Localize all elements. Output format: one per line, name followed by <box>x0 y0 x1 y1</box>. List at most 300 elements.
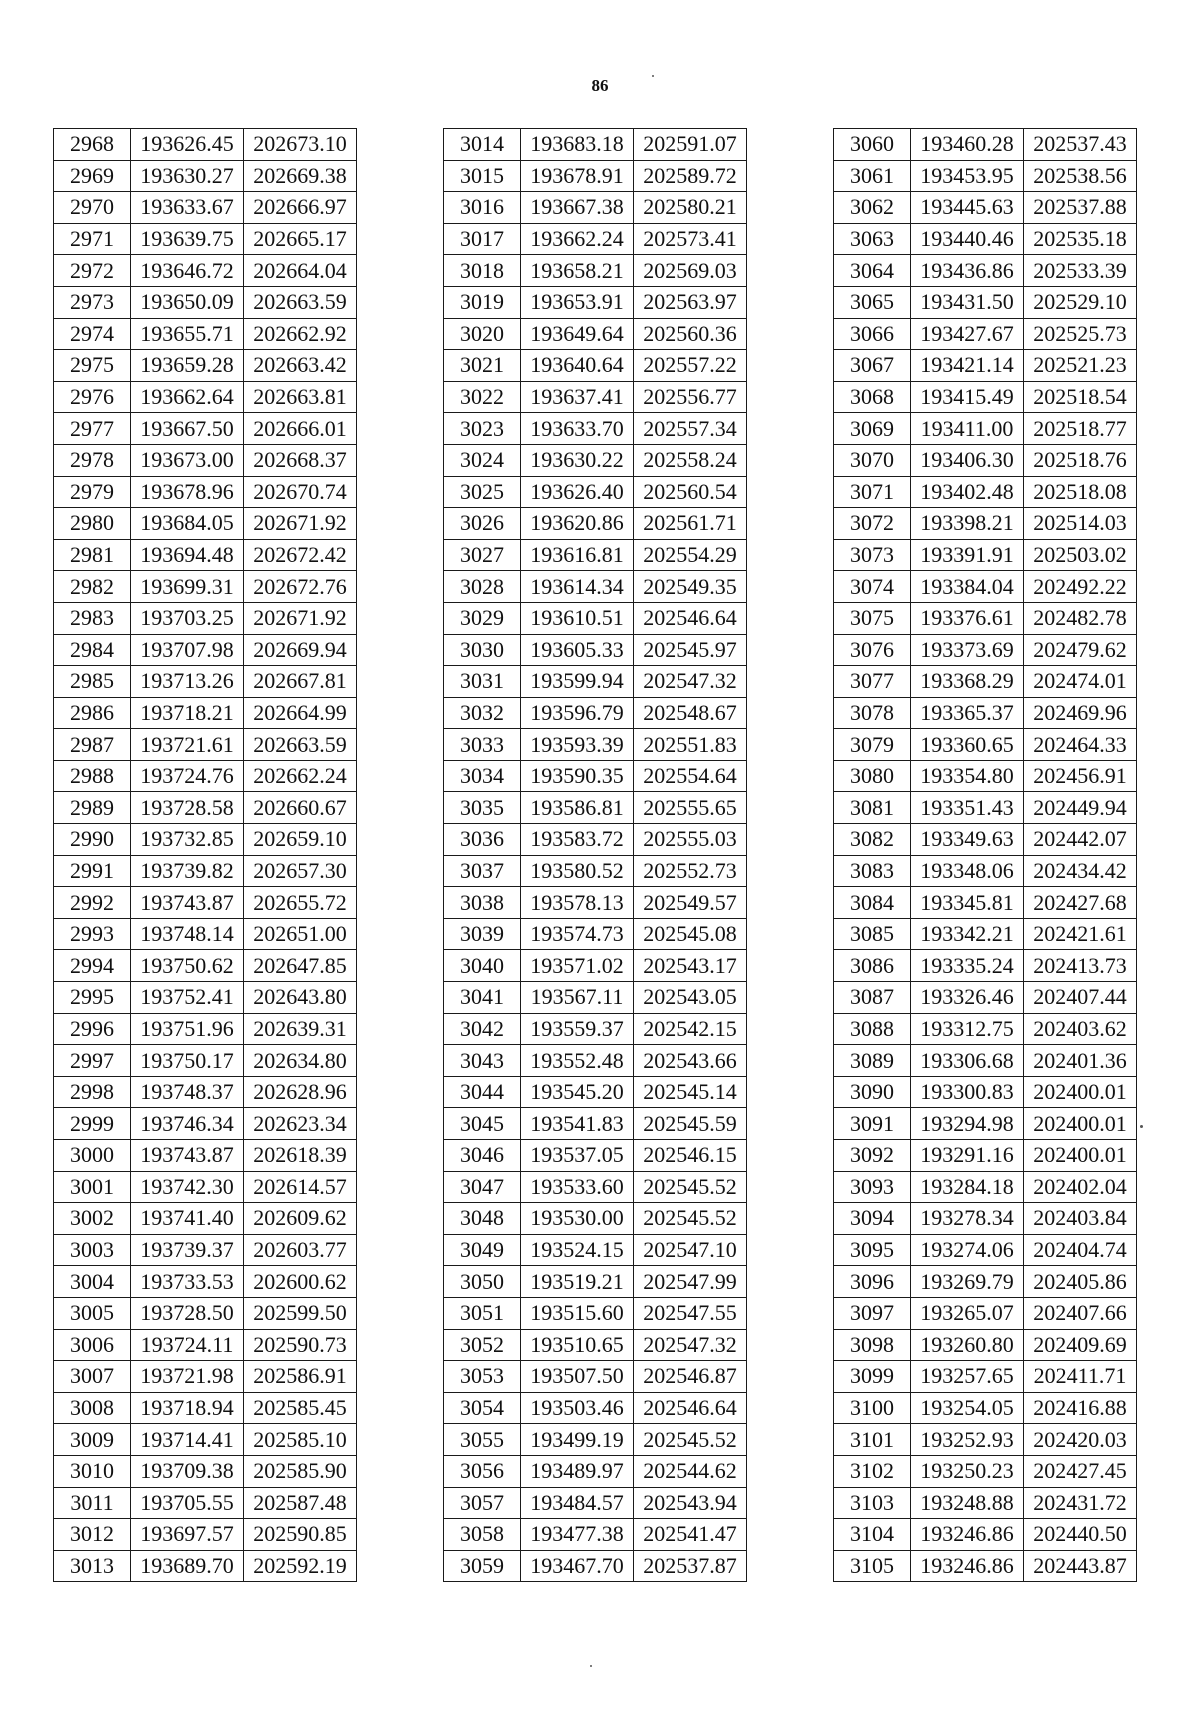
table-row <box>54 1361 357 1393</box>
y-coordinate-cell: 202659.10 <box>244 824 357 856</box>
point-number-cell: 3068 <box>834 381 911 413</box>
x-coordinate-cell: 193724.76 <box>131 760 244 792</box>
point-number-cell: 2976 <box>54 381 131 413</box>
point-number-cell: 3073 <box>834 539 911 571</box>
x-coordinate-cell: 193312.75 <box>911 1013 1024 1045</box>
table-row <box>54 1424 357 1456</box>
point-number-cell: 3056 <box>444 1455 521 1487</box>
point-number-cell: 2997 <box>54 1045 131 1077</box>
point-number-cell: 3002 <box>54 1203 131 1235</box>
y-coordinate-cell: 202555.03 <box>634 824 747 856</box>
x-coordinate-cell: 193748.14 <box>131 918 244 950</box>
x-coordinate-cell: 193503.46 <box>521 1392 634 1424</box>
table-row <box>54 1519 357 1551</box>
point-number-cell: 3081 <box>834 792 911 824</box>
table-row <box>54 1487 357 1519</box>
point-number-cell: 3078 <box>834 697 911 729</box>
x-coordinate-cell: 193580.52 <box>521 855 634 887</box>
table-row <box>54 1203 357 1235</box>
coordinate-table-1 <box>53 128 357 1582</box>
y-coordinate-cell: 202400.01 <box>1024 1076 1137 1108</box>
y-coordinate-cell: 202547.10 <box>634 1234 747 1266</box>
x-coordinate-cell: 193724.11 <box>131 1329 244 1361</box>
y-coordinate-cell: 202434.42 <box>1024 855 1137 887</box>
table-row <box>834 1487 1137 1519</box>
x-coordinate-cell: 193427.67 <box>911 318 1024 350</box>
y-coordinate-cell: 202603.77 <box>244 1234 357 1266</box>
y-coordinate-cell: 202557.22 <box>634 350 747 382</box>
table-row <box>54 792 357 824</box>
point-number-cell: 3051 <box>444 1297 521 1329</box>
table-row <box>834 1329 1137 1361</box>
table-row <box>834 1045 1137 1077</box>
x-coordinate-cell: 193445.63 <box>911 192 1024 224</box>
y-coordinate-cell: 202409.69 <box>1024 1329 1137 1361</box>
point-number-cell: 3034 <box>444 760 521 792</box>
point-number-cell: 3001 <box>54 1171 131 1203</box>
table-row <box>444 1297 747 1329</box>
point-number-cell: 3029 <box>444 602 521 634</box>
table-row <box>834 1013 1137 1045</box>
point-number-cell: 2978 <box>54 444 131 476</box>
x-coordinate-cell: 193741.40 <box>131 1203 244 1235</box>
point-number-cell: 2996 <box>54 1013 131 1045</box>
y-coordinate-cell: 202551.83 <box>634 729 747 761</box>
x-coordinate-cell: 193742.30 <box>131 1171 244 1203</box>
table-row <box>834 476 1137 508</box>
table-row <box>444 982 747 1014</box>
point-number-cell: 3077 <box>834 666 911 698</box>
point-number-cell: 2986 <box>54 697 131 729</box>
table-row <box>834 192 1137 224</box>
table-row <box>54 602 357 634</box>
point-number-cell: 3035 <box>444 792 521 824</box>
x-coordinate-cell: 193733.53 <box>131 1266 244 1298</box>
x-coordinate-cell: 193739.82 <box>131 855 244 887</box>
x-coordinate-cell: 193360.65 <box>911 729 1024 761</box>
y-coordinate-cell: 202544.62 <box>634 1455 747 1487</box>
y-coordinate-cell: 202609.62 <box>244 1203 357 1235</box>
y-coordinate-cell: 202492.22 <box>1024 571 1137 603</box>
point-number-cell: 3040 <box>444 950 521 982</box>
y-coordinate-cell: 202431.72 <box>1024 1487 1137 1519</box>
x-coordinate-cell: 193599.94 <box>521 666 634 698</box>
y-coordinate-cell: 202599.50 <box>244 1297 357 1329</box>
x-coordinate-cell: 193467.70 <box>521 1550 634 1582</box>
y-coordinate-cell: 202545.59 <box>634 1108 747 1140</box>
y-coordinate-cell: 202651.00 <box>244 918 357 950</box>
table-row <box>444 602 747 634</box>
point-number-cell: 3058 <box>444 1519 521 1551</box>
x-coordinate-cell: 193709.38 <box>131 1455 244 1487</box>
x-coordinate-cell: 193593.39 <box>521 729 634 761</box>
point-number-cell: 3084 <box>834 887 911 919</box>
table-row <box>834 255 1137 287</box>
x-coordinate-cell: 193349.63 <box>911 824 1024 856</box>
y-coordinate-cell: 202518.08 <box>1024 476 1137 508</box>
table-row <box>54 192 357 224</box>
table-row <box>444 381 747 413</box>
table-row <box>834 918 1137 950</box>
x-coordinate-cell: 193743.87 <box>131 1140 244 1172</box>
scan-speck <box>1140 1125 1143 1128</box>
table-row <box>54 286 357 318</box>
x-coordinate-cell: 193248.88 <box>911 1487 1024 1519</box>
x-coordinate-cell: 193354.80 <box>911 760 1024 792</box>
x-coordinate-cell: 193436.86 <box>911 255 1024 287</box>
table-row <box>834 381 1137 413</box>
point-number-cell: 3067 <box>834 350 911 382</box>
x-coordinate-cell: 193578.13 <box>521 887 634 919</box>
table-row <box>54 760 357 792</box>
table-row <box>54 1013 357 1045</box>
table-row <box>834 1550 1137 1582</box>
y-coordinate-cell: 202546.64 <box>634 1392 747 1424</box>
y-coordinate-cell: 202563.97 <box>634 286 747 318</box>
y-coordinate-cell: 202623.34 <box>244 1108 357 1140</box>
y-coordinate-cell: 202666.97 <box>244 192 357 224</box>
x-coordinate-cell: 193368.29 <box>911 666 1024 698</box>
y-coordinate-cell: 202535.18 <box>1024 223 1137 255</box>
point-number-cell: 3065 <box>834 286 911 318</box>
point-number-cell: 2991 <box>54 855 131 887</box>
point-number-cell: 2990 <box>54 824 131 856</box>
table-row <box>54 318 357 350</box>
y-coordinate-cell: 202663.59 <box>244 729 357 761</box>
point-number-cell: 3100 <box>834 1392 911 1424</box>
x-coordinate-cell: 193571.02 <box>521 950 634 982</box>
table-row <box>54 413 357 445</box>
x-coordinate-cell: 193667.38 <box>521 192 634 224</box>
x-coordinate-cell: 193694.48 <box>131 539 244 571</box>
point-number-cell: 3074 <box>834 571 911 603</box>
x-coordinate-cell: 193306.68 <box>911 1045 1024 1077</box>
table-row <box>444 1424 747 1456</box>
table-row <box>834 1108 1137 1140</box>
table-row <box>54 508 357 540</box>
y-coordinate-cell: 202482.78 <box>1024 602 1137 634</box>
x-coordinate-cell: 193739.37 <box>131 1234 244 1266</box>
y-coordinate-cell: 202556.77 <box>634 381 747 413</box>
y-coordinate-cell: 202549.35 <box>634 571 747 603</box>
point-number-cell: 3003 <box>54 1234 131 1266</box>
table-row <box>444 1392 747 1424</box>
x-coordinate-cell: 193559.37 <box>521 1013 634 1045</box>
point-number-cell: 2979 <box>54 476 131 508</box>
table-row <box>444 1171 747 1203</box>
point-number-cell: 3033 <box>444 729 521 761</box>
table-row <box>444 729 747 761</box>
y-coordinate-cell: 202670.74 <box>244 476 357 508</box>
point-number-cell: 3047 <box>444 1171 521 1203</box>
y-coordinate-cell: 202411.71 <box>1024 1361 1137 1393</box>
y-coordinate-cell: 202538.56 <box>1024 160 1137 192</box>
y-coordinate-cell: 202554.29 <box>634 539 747 571</box>
scan-speck <box>590 1665 592 1667</box>
y-coordinate-cell: 202589.72 <box>634 160 747 192</box>
table-row <box>54 1550 357 1582</box>
point-number-cell: 3012 <box>54 1519 131 1551</box>
table-row <box>54 539 357 571</box>
point-number-cell: 2980 <box>54 508 131 540</box>
x-coordinate-cell: 193351.43 <box>911 792 1024 824</box>
x-coordinate-cell: 193620.86 <box>521 508 634 540</box>
x-coordinate-cell: 193552.48 <box>521 1045 634 1077</box>
point-number-cell: 3066 <box>834 318 911 350</box>
y-coordinate-cell: 202546.87 <box>634 1361 747 1393</box>
x-coordinate-cell: 193748.37 <box>131 1076 244 1108</box>
table-row <box>54 1234 357 1266</box>
x-coordinate-cell: 193391.91 <box>911 539 1024 571</box>
table-row <box>444 160 747 192</box>
table-row <box>444 855 747 887</box>
y-coordinate-cell: 202503.02 <box>1024 539 1137 571</box>
y-coordinate-cell: 202474.01 <box>1024 666 1137 698</box>
y-coordinate-cell: 202525.73 <box>1024 318 1137 350</box>
table-row <box>54 1455 357 1487</box>
table-row <box>444 1140 747 1172</box>
y-coordinate-cell: 202400.01 <box>1024 1108 1137 1140</box>
y-coordinate-cell: 202521.23 <box>1024 350 1137 382</box>
point-number-cell: 3091 <box>834 1108 911 1140</box>
point-number-cell: 2993 <box>54 918 131 950</box>
x-coordinate-cell: 193326.46 <box>911 982 1024 1014</box>
point-number-cell: 2984 <box>54 634 131 666</box>
point-number-cell: 3053 <box>444 1361 521 1393</box>
point-number-cell: 3019 <box>444 286 521 318</box>
table-row <box>444 192 747 224</box>
point-number-cell: 2973 <box>54 286 131 318</box>
point-number-cell: 3030 <box>444 634 521 666</box>
table-row <box>54 634 357 666</box>
point-number-cell: 3094 <box>834 1203 911 1235</box>
table-row <box>444 792 747 824</box>
point-number-cell: 3088 <box>834 1013 911 1045</box>
x-coordinate-cell: 193646.72 <box>131 255 244 287</box>
table-row <box>54 729 357 761</box>
point-number-cell: 3075 <box>834 602 911 634</box>
y-coordinate-cell: 202547.32 <box>634 1329 747 1361</box>
x-coordinate-cell: 193633.67 <box>131 192 244 224</box>
y-coordinate-cell: 202587.48 <box>244 1487 357 1519</box>
x-coordinate-cell: 193699.31 <box>131 571 244 603</box>
y-coordinate-cell: 202545.52 <box>634 1203 747 1235</box>
table-row <box>444 1266 747 1298</box>
point-number-cell: 3011 <box>54 1487 131 1519</box>
y-coordinate-cell: 202590.85 <box>244 1519 357 1551</box>
table-row <box>834 887 1137 919</box>
point-number-cell: 3079 <box>834 729 911 761</box>
table-row <box>834 982 1137 1014</box>
x-coordinate-cell: 193728.58 <box>131 792 244 824</box>
point-number-cell: 3063 <box>834 223 911 255</box>
x-coordinate-cell: 193440.46 <box>911 223 1024 255</box>
table-row <box>834 286 1137 318</box>
y-coordinate-cell: 202647.85 <box>244 950 357 982</box>
y-coordinate-cell: 202449.94 <box>1024 792 1137 824</box>
y-coordinate-cell: 202585.90 <box>244 1455 357 1487</box>
x-coordinate-cell: 193406.30 <box>911 444 1024 476</box>
y-coordinate-cell: 202664.99 <box>244 697 357 729</box>
x-coordinate-cell: 193246.86 <box>911 1519 1024 1551</box>
y-coordinate-cell: 202416.88 <box>1024 1392 1137 1424</box>
point-number-cell: 2992 <box>54 887 131 919</box>
y-coordinate-cell: 202464.33 <box>1024 729 1137 761</box>
table-row <box>834 571 1137 603</box>
y-coordinate-cell: 202586.91 <box>244 1361 357 1393</box>
x-coordinate-cell: 193537.05 <box>521 1140 634 1172</box>
x-coordinate-cell: 193515.60 <box>521 1297 634 1329</box>
y-coordinate-cell: 202662.24 <box>244 760 357 792</box>
point-number-cell: 3082 <box>834 824 911 856</box>
x-coordinate-cell: 193605.33 <box>521 634 634 666</box>
y-coordinate-cell: 202545.97 <box>634 634 747 666</box>
y-coordinate-cell: 202421.61 <box>1024 918 1137 950</box>
table-row <box>54 160 357 192</box>
point-number-cell: 3060 <box>834 129 911 161</box>
table-row <box>444 1487 747 1519</box>
x-coordinate-cell: 193707.98 <box>131 634 244 666</box>
page-number: 86 <box>591 76 609 95</box>
y-coordinate-cell: 202547.55 <box>634 1297 747 1329</box>
point-number-cell: 3101 <box>834 1424 911 1456</box>
x-coordinate-cell: 193630.22 <box>521 444 634 476</box>
y-coordinate-cell: 202618.39 <box>244 1140 357 1172</box>
table-row <box>444 444 747 476</box>
y-coordinate-cell: 202592.19 <box>244 1550 357 1582</box>
table-row <box>444 918 747 950</box>
y-coordinate-cell: 202663.42 <box>244 350 357 382</box>
point-number-cell: 3026 <box>444 508 521 540</box>
table-row <box>834 697 1137 729</box>
x-coordinate-cell: 193530.00 <box>521 1203 634 1235</box>
y-coordinate-cell: 202669.94 <box>244 634 357 666</box>
table-row <box>54 1076 357 1108</box>
y-coordinate-cell: 202664.04 <box>244 255 357 287</box>
y-coordinate-cell: 202580.21 <box>634 192 747 224</box>
table-row <box>54 381 357 413</box>
point-number-cell: 2972 <box>54 255 131 287</box>
y-coordinate-cell: 202427.45 <box>1024 1455 1137 1487</box>
table-row <box>834 350 1137 382</box>
point-number-cell: 3043 <box>444 1045 521 1077</box>
table-row <box>834 1076 1137 1108</box>
point-number-cell: 3013 <box>54 1550 131 1582</box>
x-coordinate-cell: 193586.81 <box>521 792 634 824</box>
x-coordinate-cell: 193616.81 <box>521 539 634 571</box>
table-row <box>444 1013 747 1045</box>
point-number-cell: 3018 <box>444 255 521 287</box>
point-number-cell: 3044 <box>444 1076 521 1108</box>
table-row <box>54 1108 357 1140</box>
table-row <box>444 1455 747 1487</box>
table-row <box>54 697 357 729</box>
point-number-cell: 2985 <box>54 666 131 698</box>
point-number-cell: 3098 <box>834 1329 911 1361</box>
point-number-cell: 3085 <box>834 918 911 950</box>
table-row <box>444 1045 747 1077</box>
x-coordinate-cell: 193596.79 <box>521 697 634 729</box>
x-coordinate-cell: 193721.61 <box>131 729 244 761</box>
table-row <box>834 129 1137 161</box>
y-coordinate-cell: 202402.04 <box>1024 1171 1137 1203</box>
point-number-cell: 3028 <box>444 571 521 603</box>
point-number-cell: 3105 <box>834 1550 911 1582</box>
x-coordinate-cell: 193718.94 <box>131 1392 244 1424</box>
table-row <box>834 223 1137 255</box>
y-coordinate-cell: 202634.80 <box>244 1045 357 1077</box>
x-coordinate-cell: 193507.50 <box>521 1361 634 1393</box>
x-coordinate-cell: 193662.24 <box>521 223 634 255</box>
x-coordinate-cell: 193365.37 <box>911 697 1024 729</box>
point-number-cell: 2998 <box>54 1076 131 1108</box>
point-number-cell: 3038 <box>444 887 521 919</box>
y-coordinate-cell: 202585.45 <box>244 1392 357 1424</box>
table-row <box>834 792 1137 824</box>
y-coordinate-cell: 202546.64 <box>634 602 747 634</box>
y-coordinate-cell: 202518.54 <box>1024 381 1137 413</box>
point-number-cell: 3031 <box>444 666 521 698</box>
x-coordinate-cell: 193567.11 <box>521 982 634 1014</box>
x-coordinate-cell: 193398.21 <box>911 508 1024 540</box>
table-row <box>834 855 1137 887</box>
point-number-cell: 2968 <box>54 129 131 161</box>
y-coordinate-cell: 202545.08 <box>634 918 747 950</box>
table-row <box>444 1234 747 1266</box>
table-row <box>834 1361 1137 1393</box>
y-coordinate-cell: 202657.30 <box>244 855 357 887</box>
y-coordinate-cell: 202518.77 <box>1024 413 1137 445</box>
point-number-cell: 3089 <box>834 1045 911 1077</box>
table-row <box>444 286 747 318</box>
x-coordinate-cell: 193721.98 <box>131 1361 244 1393</box>
point-number-cell: 3097 <box>834 1297 911 1329</box>
table-row <box>834 634 1137 666</box>
table-row <box>444 1519 747 1551</box>
point-number-cell: 3005 <box>54 1297 131 1329</box>
table-row <box>54 1045 357 1077</box>
table-row <box>54 223 357 255</box>
point-number-cell: 2989 <box>54 792 131 824</box>
table-row <box>54 255 357 287</box>
y-coordinate-cell: 202542.15 <box>634 1013 747 1045</box>
point-number-cell: 3071 <box>834 476 911 508</box>
y-coordinate-cell: 202546.15 <box>634 1140 747 1172</box>
y-coordinate-cell: 202545.14 <box>634 1076 747 1108</box>
y-coordinate-cell: 202548.67 <box>634 697 747 729</box>
y-coordinate-cell: 202529.10 <box>1024 286 1137 318</box>
table-row <box>834 1171 1137 1203</box>
x-coordinate-cell: 193667.50 <box>131 413 244 445</box>
y-coordinate-cell: 202443.87 <box>1024 1550 1137 1582</box>
point-number-cell: 3050 <box>444 1266 521 1298</box>
x-coordinate-cell: 193626.40 <box>521 476 634 508</box>
x-coordinate-cell: 193524.15 <box>521 1234 634 1266</box>
point-number-cell: 3072 <box>834 508 911 540</box>
table-row <box>54 571 357 603</box>
point-number-cell: 3090 <box>834 1076 911 1108</box>
table-row <box>444 255 747 287</box>
point-number-cell: 3023 <box>444 413 521 445</box>
y-coordinate-cell: 202537.43 <box>1024 129 1137 161</box>
point-number-cell: 3042 <box>444 1013 521 1045</box>
y-coordinate-cell: 202665.17 <box>244 223 357 255</box>
y-coordinate-cell: 202547.99 <box>634 1266 747 1298</box>
table-row <box>54 444 357 476</box>
x-coordinate-cell: 193610.51 <box>521 602 634 634</box>
table-row <box>444 223 747 255</box>
y-coordinate-cell: 202560.54 <box>634 476 747 508</box>
